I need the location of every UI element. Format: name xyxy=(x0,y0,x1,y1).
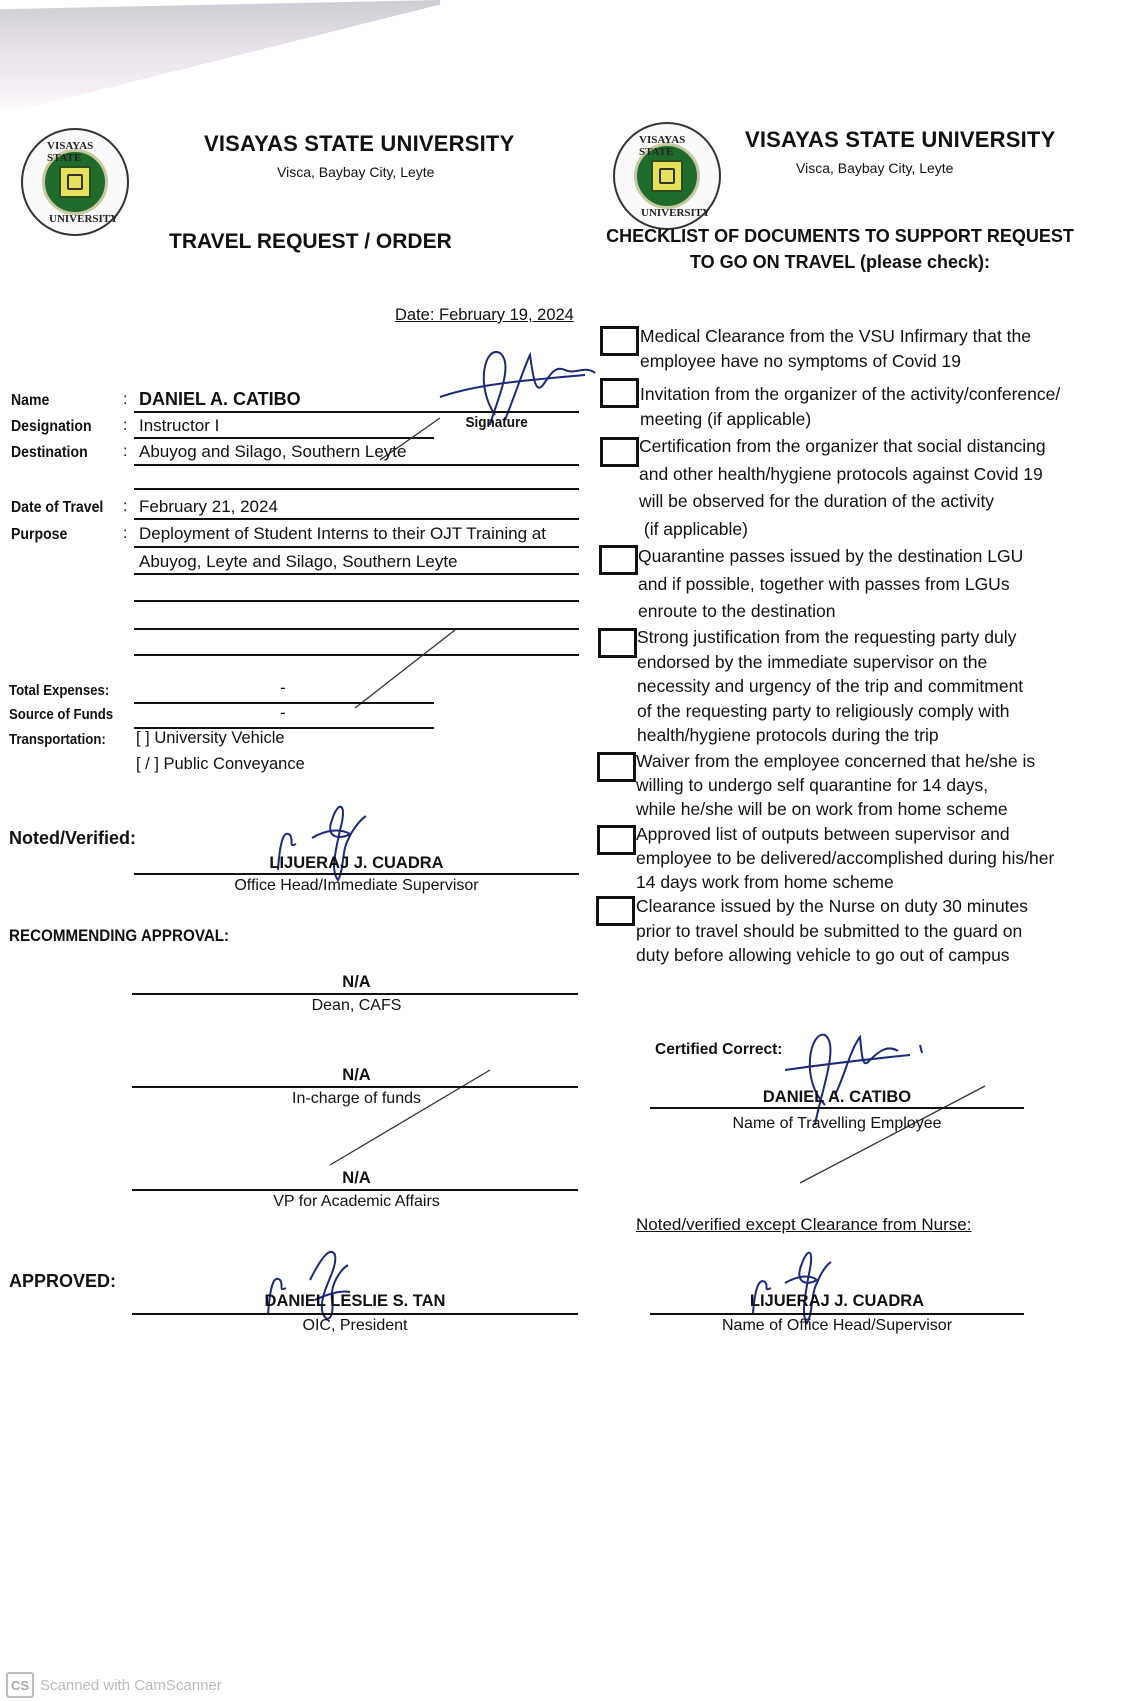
destination-value[interactable]: Abuyog and Silago, Southern Leyte xyxy=(139,442,407,461)
source-of-funds-value[interactable]: - xyxy=(280,703,286,722)
checklist-item-2: Invitation from the organizer of the activity/conference/ meeting (if applicable) xyxy=(640,384,1061,429)
checklist-checkbox-7[interactable] xyxy=(597,825,636,855)
funds-incharge-title: In-charge of funds xyxy=(292,1090,421,1107)
funds-signature-line xyxy=(132,1086,578,1088)
total-expenses-value[interactable]: - xyxy=(280,678,286,697)
approved-signatory-name: DANIEL LESLIE S. TAN xyxy=(264,1292,446,1310)
total-expenses-label: Total Expenses: xyxy=(9,682,110,699)
transportation-label: Transportation: xyxy=(9,731,106,748)
seal-top-text: VISAYAS STATE xyxy=(639,134,686,158)
university-address-left: Visca, Baybay City, Leyte xyxy=(277,164,435,180)
noted-signatory-name: LIJUERAJ J. CUADRA xyxy=(269,854,444,872)
designation-label: Designation xyxy=(11,418,92,435)
office-head-title: Name of Office Head/Supervisor xyxy=(721,1317,953,1334)
approved-signature-line xyxy=(132,1313,578,1315)
funds-incharge-name: N/A xyxy=(342,1066,371,1084)
travelling-employee-title: Name of Travelling Employee xyxy=(732,1115,942,1132)
university-name-right: VISAYAS STATE UNIVERSITY xyxy=(745,127,1056,152)
camscanner-text: Scanned with CamScanner xyxy=(40,1676,222,1694)
camscanner-watermark xyxy=(6,1672,222,1698)
seal-top-text: VISAYAS STATE xyxy=(47,140,94,164)
seal-bottom-text: UNIVERSITY xyxy=(49,213,119,225)
checklist-checkbox-1[interactable] xyxy=(600,326,639,356)
travelling-employee-name: DANIEL A. CATIBO xyxy=(762,1088,912,1106)
signature-label: Signature xyxy=(465,414,528,431)
approved-signatory-title: OIC, President xyxy=(302,1317,408,1334)
camscanner-logo-icon: CS xyxy=(6,1672,34,1698)
vp-name: N/A xyxy=(342,1169,371,1187)
checklist-title-line1: CHECKLIST OF DOCUMENTS TO SUPPORT REQUEST xyxy=(606,226,1074,246)
approved-label: APPROVED: xyxy=(9,1271,117,1291)
university-address-right: Visca, Baybay City, Leyte xyxy=(796,160,954,176)
checklist-checkbox-3[interactable] xyxy=(600,437,639,467)
checklist-checkbox-8[interactable] xyxy=(596,896,635,926)
form-title: TRAVEL REQUEST / ORDER xyxy=(169,230,452,253)
checklist-item-1: Medical Clearance from the VSU Infirmary that the employee have no symptoms of Covid 19 xyxy=(640,326,1031,371)
purpose-underline-5 xyxy=(134,654,579,656)
source-of-funds-label: Source of Funds xyxy=(9,706,114,723)
checklist-item-7: Approved list of outputs between supervisor and employee to be delivered/accomplished during his/her 14 days work from home scheme xyxy=(636,824,1055,892)
office-head-signature-line xyxy=(650,1313,1024,1315)
name-label: Name xyxy=(11,392,50,409)
purpose-line1[interactable]: Deployment of Student Interns to their OJT Training at xyxy=(139,524,546,543)
office-head-name: LIJUERAJ J. CUADRA xyxy=(749,1292,925,1310)
checklist-item-5: Strong justification from the requesting party duly endorsed by the immediate supervisor on the necessity and urgency of the trip and commitment of the requesting party to religiously comply with health/hygiene protocols during the trip xyxy=(637,627,1024,745)
scan-shadow xyxy=(0,0,440,115)
noted-signature-line xyxy=(134,873,579,875)
purpose-underline-2 xyxy=(134,573,579,575)
certified-correct-label: Certified Correct: xyxy=(655,1041,783,1058)
noted-signatory-title: Office Head/Immediate Supervisor xyxy=(234,877,479,894)
destination-extra-line xyxy=(134,488,579,490)
date-of-travel-value[interactable]: February 21, 2024 xyxy=(139,497,278,516)
colon: : xyxy=(123,391,128,408)
purpose-line2[interactable]: Abuyog, Leyte and Silago, Southern Leyte xyxy=(139,552,458,571)
transport-option-public-conveyance[interactable]: [ / ] Public Conveyance xyxy=(136,755,305,773)
destination-label: Destination xyxy=(11,444,88,461)
checklist-item-8: Clearance issued by the Nurse on duty 30 minutes prior to travel should be submitted to the guard on duty before allowing vehicle to go out of campus xyxy=(636,896,1029,965)
date-of-travel-underline xyxy=(134,518,579,520)
checklist-item-6: Waiver from the employee concerned that he/she is willing to undergo self quarantine for 14 days, while he/she will be on work from home scheme xyxy=(636,751,1036,819)
purpose-label: Purpose xyxy=(11,526,68,543)
purpose-underline-3 xyxy=(134,600,579,602)
date-of-travel-label: Date of Travel xyxy=(11,499,104,516)
designation-underline xyxy=(134,437,434,439)
vp-title: VP for Academic Affairs xyxy=(273,1193,440,1210)
university-name-left: VISAYAS STATE UNIVERSITY xyxy=(204,131,515,156)
employee-signature-line xyxy=(650,1107,1024,1109)
colon: : xyxy=(123,525,128,542)
checklist-checkbox-2[interactable] xyxy=(600,378,639,408)
designation-value[interactable]: Instructor I xyxy=(139,416,220,435)
name-value[interactable]: DANIEL A. CATIBO xyxy=(139,389,301,409)
request-date: Date: February 19, 2024 xyxy=(395,306,574,324)
colon: : xyxy=(123,498,128,515)
dean-signature-line xyxy=(132,993,578,995)
noted-verified-label: Noted/Verified: xyxy=(9,828,137,848)
noted-except-label: Noted/verified except Clearance from Nurse: xyxy=(636,1215,972,1234)
seal-bottom-text: UNIVERSITY xyxy=(641,207,711,219)
checklist-checkbox-5[interactable] xyxy=(598,628,637,658)
destination-underline xyxy=(134,464,579,466)
colon: : xyxy=(123,417,128,434)
checklist-checkbox-4[interactable] xyxy=(599,545,638,575)
recommending-approval-label: RECOMMENDING APPROVAL: xyxy=(9,927,230,945)
university-seal-logo-left xyxy=(21,128,129,236)
name-underline xyxy=(134,411,579,413)
checklist-item-4: Quarantine passes issued by the destination LGU and if possible, together with passes from LGUs enroute to the destination xyxy=(638,546,1024,621)
transport-option-university-vehicle[interactable]: [ ] University Vehicle xyxy=(136,729,285,747)
dean-title: Dean, CAFS xyxy=(311,997,402,1014)
checklist-checkbox-6[interactable] xyxy=(597,752,636,782)
vp-signature-line xyxy=(132,1189,578,1191)
colon: : xyxy=(123,443,128,460)
checklist-title-line2: TO GO ON TRAVEL (please check): xyxy=(689,252,991,272)
dean-name: N/A xyxy=(342,973,371,991)
purpose-underline-1 xyxy=(134,546,579,548)
purpose-underline-4 xyxy=(134,628,579,630)
checklist-item-3: Certification from the organizer that social distancing and other health/hygiene protocols against Covid 19 will be observed for the duration of the activity (if applicable) xyxy=(639,436,1046,539)
university-seal-logo-right xyxy=(613,122,721,230)
